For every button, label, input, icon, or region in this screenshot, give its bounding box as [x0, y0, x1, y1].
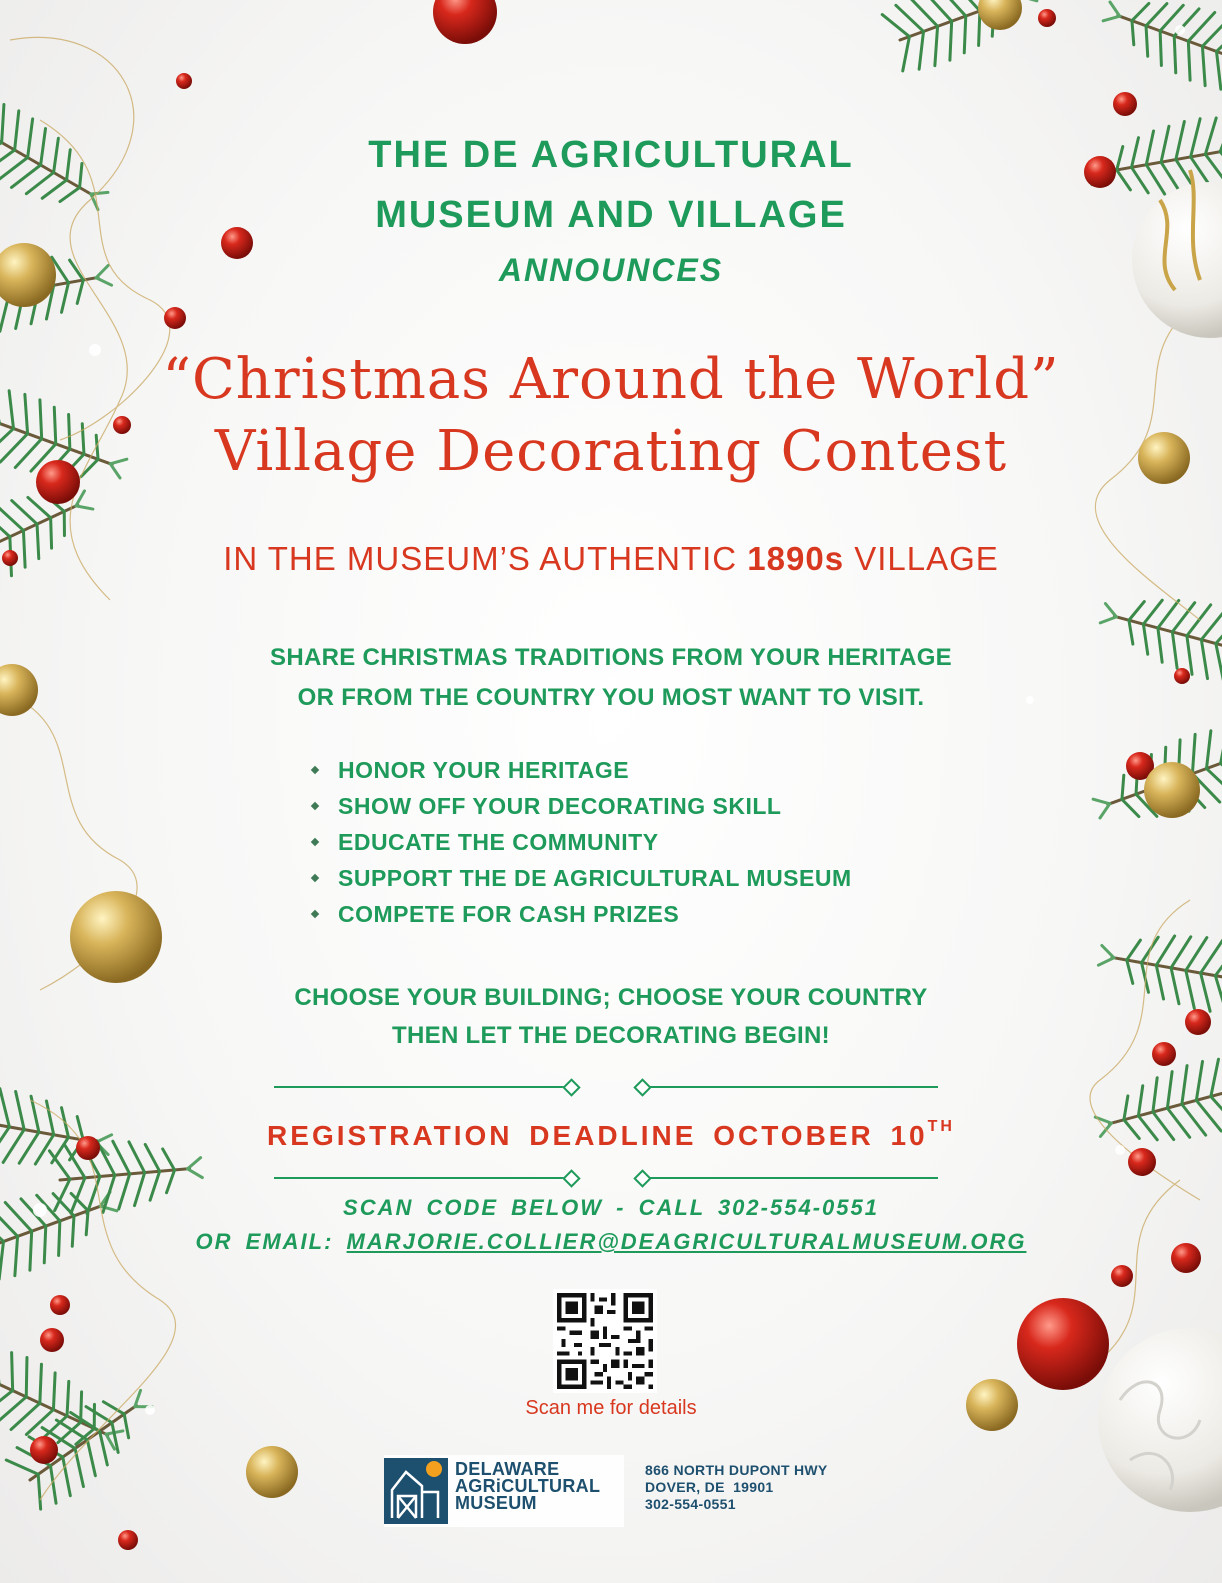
list-item	[310, 860, 852, 896]
bullet-text: SUPPORT THE DE AGRICULTURAL MUSEUM	[338, 865, 852, 891]
logo-line-3: MUSEUM	[455, 1493, 537, 1513]
divider-diamond-icon	[633, 1078, 651, 1096]
bullet-text: COMPETE FOR CASH PRIZES	[338, 901, 680, 927]
share-line-1: SHARE CHRISTMAS TRADITIONS FROM YOUR HERITAGE	[270, 644, 952, 671]
contest-title-line-1: “Christmas Around the World”	[162, 347, 1060, 412]
choose-line-2: THEN LET THE DECORATING BEGIN!	[392, 1022, 830, 1049]
subheading-highlight: 1890s	[747, 540, 845, 577]
deadline-text: REGISTRATION DEADLINE OCTOBER 10	[267, 1120, 928, 1151]
divider-bottom	[274, 1168, 938, 1188]
bullet-text: EDUCATE THE COMMUNITY	[338, 829, 659, 855]
divider-top	[274, 1077, 938, 1097]
subheading-text-after: VILLAGE	[854, 540, 999, 577]
address-phone: 302-554-0551	[645, 1496, 736, 1512]
logo-line-1: DELAWARE	[455, 1459, 560, 1479]
deadline-suffix: TH	[927, 1118, 955, 1135]
bullet-diamond-icon	[311, 910, 319, 918]
divider-diamond-icon	[633, 1169, 651, 1187]
benefits-list	[310, 752, 852, 932]
museum-address	[645, 1462, 828, 1513]
org-name-line-1: THE DE AGRICULTURAL	[368, 134, 854, 176]
logo-line-2: AGRiCULTURAL	[455, 1476, 601, 1496]
bullet-diamond-icon	[311, 838, 319, 846]
org-name-line-2: MUSEUM AND VILLAGE	[375, 194, 847, 236]
logo-wordmark	[455, 1461, 600, 1512]
choose-line-1: CHOOSE YOUR BUILDING; CHOOSE YOUR COUNTRY	[294, 984, 928, 1011]
qr-code-icon[interactable]	[553, 1289, 657, 1393]
email-link[interactable]: MARJORIE.COLLIER@DEAGRICULTURALMUSEUM.ORG	[346, 1229, 1027, 1254]
contest-title-line-2: Village Decorating Contest	[214, 419, 1008, 484]
divider-diamond-icon	[562, 1078, 580, 1096]
list-item	[310, 752, 852, 788]
list-item	[310, 788, 852, 824]
museum-logo	[384, 1455, 624, 1527]
registration-deadline	[0, 1118, 1222, 1152]
email-prefix: OR EMAIL:	[195, 1229, 334, 1254]
share-line-2: OR FROM THE COUNTRY YOU MOST WANT TO VISIT.	[297, 684, 925, 711]
list-item	[310, 824, 852, 860]
address-street: 866 NORTH DUPONT HWY	[645, 1462, 828, 1478]
village-subheading	[0, 540, 1222, 578]
subheading-text-before: IN THE MUSEUM’S AUTHENTIC	[223, 540, 738, 577]
qr-caption: Scan me for details	[525, 1397, 697, 1419]
bullet-text: HONOR YOUR HERITAGE	[338, 757, 630, 783]
bullet-diamond-icon	[311, 874, 319, 882]
bullet-diamond-icon	[311, 802, 319, 810]
contact-line-2	[0, 1229, 1222, 1255]
contact-line-1: SCAN CODE BELOW - CALL 302-554-0551	[343, 1195, 879, 1220]
divider-diamond-icon	[562, 1169, 580, 1187]
bullet-diamond-icon	[311, 766, 319, 774]
bullet-text: SHOW OFF YOUR DECORATING SKILL	[338, 793, 782, 819]
address-city: DOVER, DE 19901	[645, 1479, 774, 1495]
announces-label: ANNOUNCES	[498, 252, 724, 288]
barn-logo-icon	[384, 1458, 448, 1524]
list-item	[310, 896, 852, 932]
